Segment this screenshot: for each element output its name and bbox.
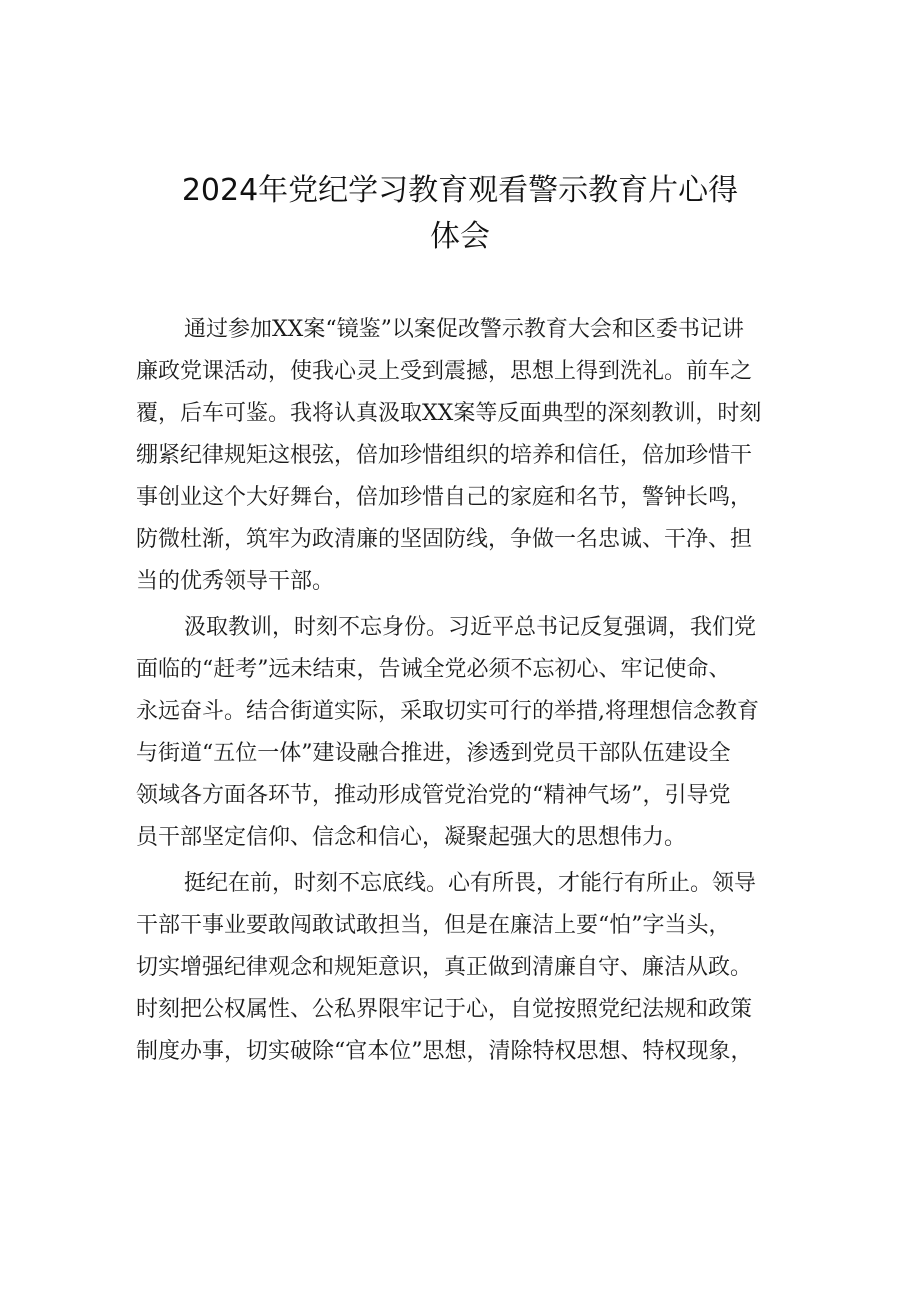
- paragraph-line: 制度办事，切实破除“官本位”思想，清除特权思想、特权现象，: [136, 1039, 753, 1064]
- paragraph-line: 防微杜渐，筑牢为政清廉的坚固防线，争做一名忠诚、干净、担: [136, 527, 753, 552]
- paragraph-line: 廉政党课活动，使我心灵上受到震撼，思想上得到洗礼。前车之: [136, 359, 753, 384]
- paragraph-line: 与街道“五位一体”建设融合推进，渗透到党员干部队伍建设全: [136, 741, 731, 766]
- paragraph-3: [136, 863, 796, 1073]
- paragraph-line: 时刻把公权属性、公私界限牢记于心，自觉按照党纪法规和政策: [136, 997, 753, 1022]
- paragraph-line: 永远奋斗。结合街道实际，采取切实可行的举措,将理想信念教育: [136, 699, 759, 724]
- title-line-2: 体会: [430, 219, 490, 254]
- paragraph-line: 通过参加XX案“镜鉴”以案促改警示教育大会和区委书记讲: [184, 317, 744, 342]
- paragraph-line: 汲取教训，时刻不忘身份。习近平总书记反复强调，我们党: [184, 615, 757, 640]
- paragraph-line: 绷紧纪律规矩这根弦，倍加珍惜组织的培养和信任，倍加珍惜干: [136, 443, 753, 468]
- paragraph-line: 挺纪在前，时刻不忘底线。心有所畏，才能行有所止。领导: [184, 871, 757, 896]
- paragraph-1: [136, 309, 796, 603]
- title-line-1: 2024年党纪学习教育观看警示教育片心得: [181, 173, 739, 208]
- paragraph-2: [136, 607, 796, 859]
- paragraph-line: 领域各方面各环节，推动形成管党治党的“精神气场”，引导党: [136, 783, 731, 808]
- paragraph-line: 切实增强纪律观念和规矩意识，真正做到清廉自守、廉洁从政。: [136, 955, 753, 980]
- paragraph-line: 员干部坚定信仰、信念和信心，凝聚起强大的思想伟力。: [136, 825, 687, 850]
- paragraph-line: 面临的“赶考”远未结束，告诫全党必须不忘初心、牢记使命、: [136, 657, 731, 682]
- paragraph-line: 事创业这个大好舞台，倍加珍惜自己的家庭和名节，警钟长鸣，: [136, 485, 753, 510]
- document-body: [136, 309, 796, 1077]
- document-title: [0, 168, 920, 260]
- paragraph-line: 干部干事业要敢闯敢试敢担当，但是在廉洁上要“怕”字当头，: [136, 913, 731, 938]
- paragraph-line: 当的优秀领导干部。: [136, 569, 335, 594]
- paragraph-line: 覆，后车可鉴。我将认真汲取XX案等反面典型的深刻教训，时刻: [136, 401, 762, 426]
